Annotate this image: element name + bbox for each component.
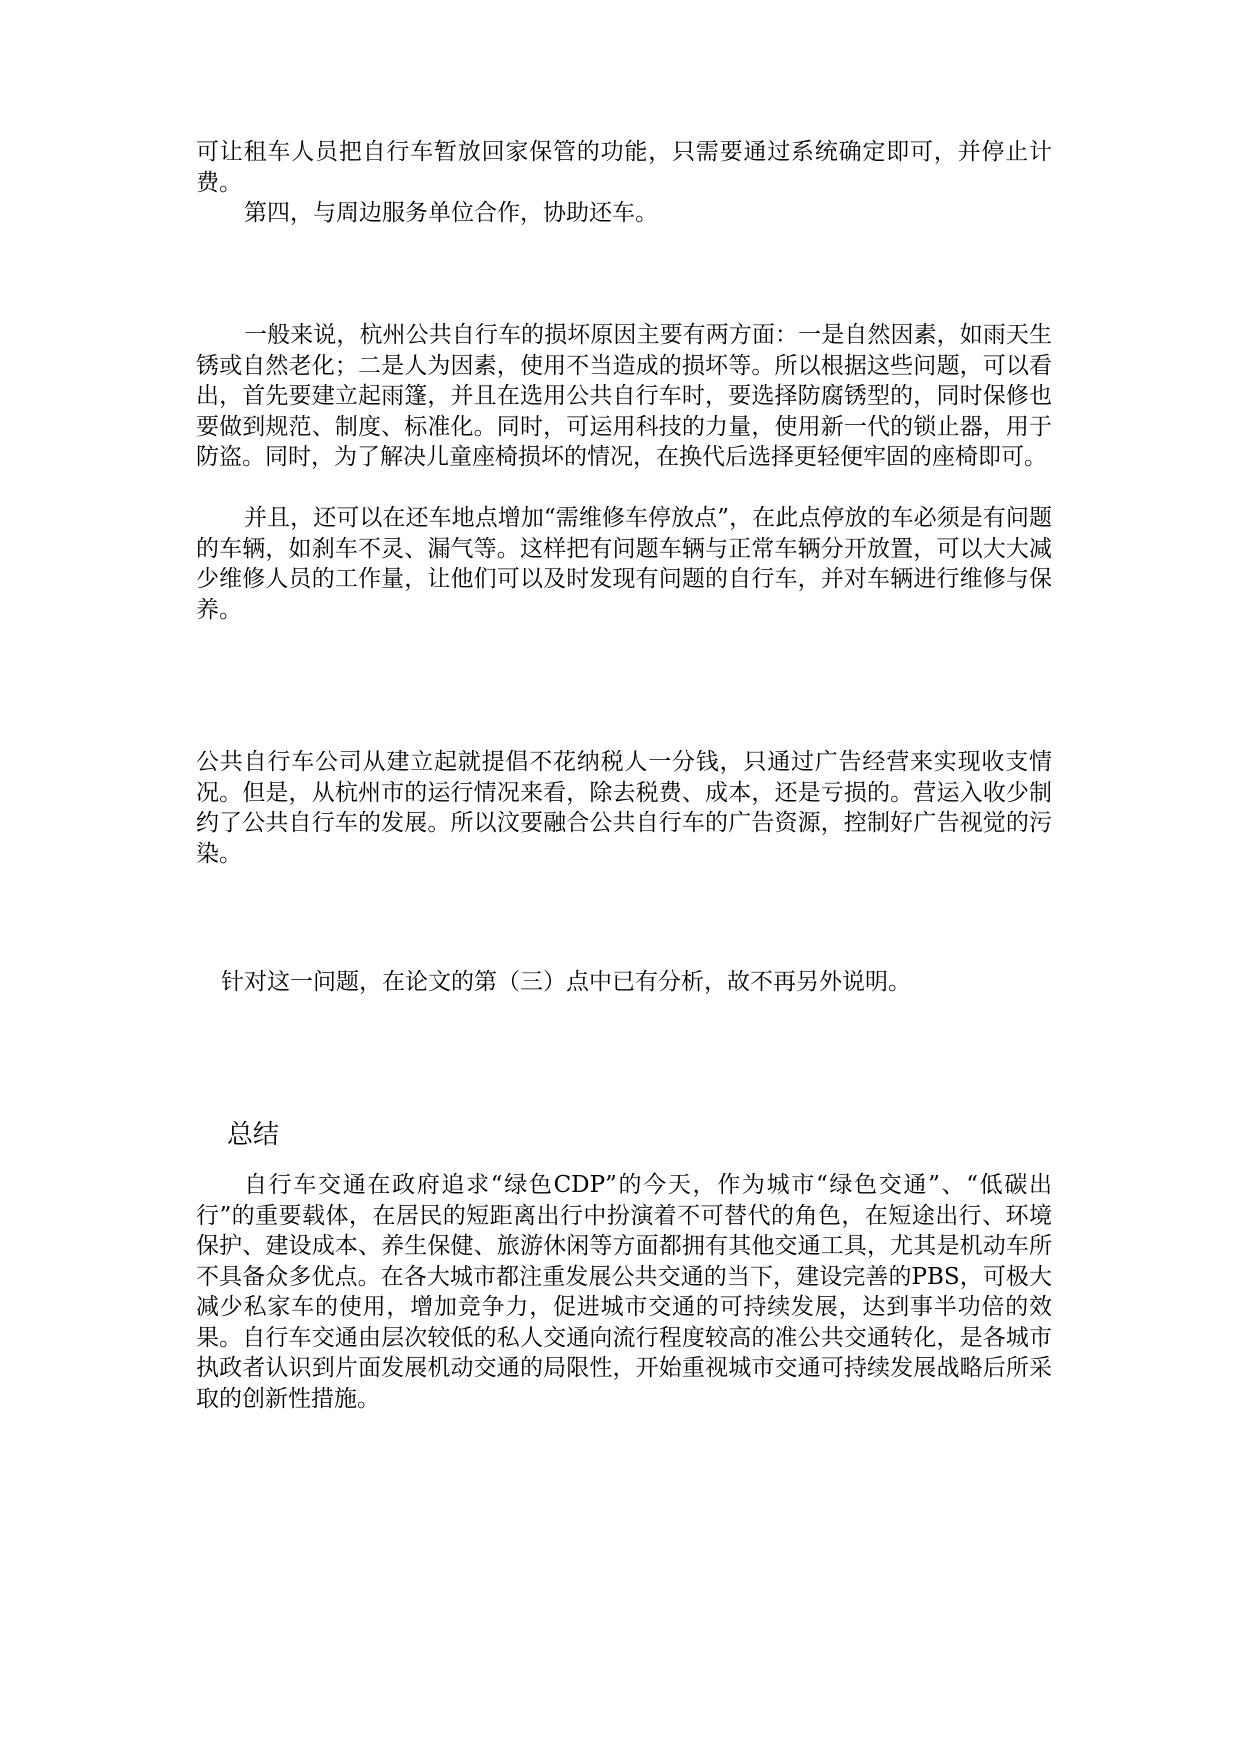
paragraph-intro: 可让租车人员把自行车暂放回家保管的功能，只需要通过系统确定即可，并停止计费。: [196, 139, 1052, 196]
paragraph-problem-note: 针对这一问题，在论文的第（三）点中已有分析，故不再另外说明。: [221, 969, 911, 995]
paragraph-summary: 自行车交通在政府追求“绿色CDP”的今天，作为城市“绿色交通”、“低碳出行”的重要载体，在居民的短距离出行中扮演着不可替代的角色，在短途出行、环境保护、建设成本、养生保健、旅游休闲等方面都拥有其他交通工具，尤其是机动车所不具备众多优点。在各大城市都注重发展公共交通的当下，建设完善的PBS，可极大减少私家车的使用，增加竞争力，促进城市交通的可持续发展，达到事半功倍的效果。自行车交通由层次较低的私人交通向流行程度较高的准公共交通转化，是各城市执政者认识到片面发展机动交通的局限性，开始重视城市交通可持续发展战略后所采取的创新性措施。: [196, 1172, 1052, 1412]
paragraph-repair-point: 并且，还可以在还车地点增加“需维修车停放点”，在此点停放的车必须是有问题的车辆，如刹车不灵、漏气等。这样把有问题车辆与正常车辆分开放置，可以大大减少维修人员的工作量，让他们可以及时发现有问题的自行车，并对车辆进行维修与保养。: [196, 505, 1052, 623]
paragraph-advertising: 公共自行车公司从建立起就提倡不花纳税人一分钱，只通过广告经营来实现收支情况。但是，从杭州市的运行情况来看，除去税费、成本，还是亏损的。营运入收少制约了公共自行车的发展。所以汶要融合公共自行车的广告资源，控制好广告视觉的污染。: [196, 749, 1052, 867]
paragraph-damage-causes: 一般来说，杭州公共自行车的损坏原因主要有两方面：一是自然因素，如雨天生锈或自然老化；二是人为因素，使用不当造成的损坏等。所以根据这些问题，可以看出，首先要建立起雨篷，并且在选用公共自行车时，要选择防腐锈型的，同时保修也要做到规范、制度、标准化。同时，可运用科技的力量，使用新一代的锁止器，用于防盗。同时，为了解决儿童座椅损坏的情况，在换代后选择更轻便牢固的座椅即可。: [196, 322, 1052, 470]
section-heading-summary: 总结: [227, 1120, 280, 1150]
paragraph-fourth-point: 第四，与周边服务单位合作，协助还车。: [244, 200, 658, 226]
